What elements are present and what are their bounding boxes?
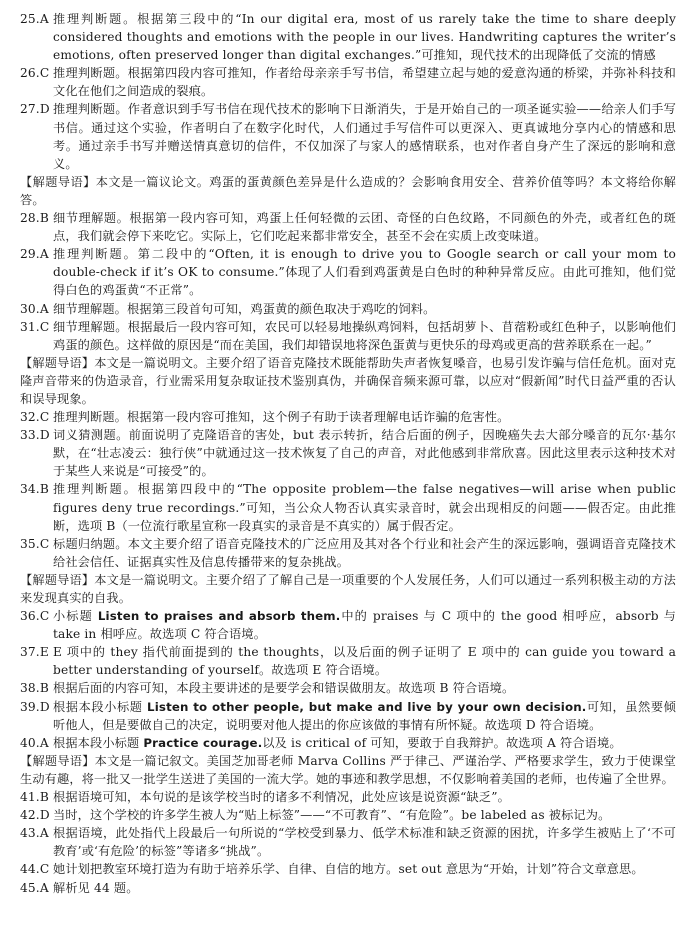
answer-item xyxy=(20,426,676,480)
subheading-quote: Listen to other people, but make and live by your own decision. xyxy=(147,699,587,714)
answer-explanation: 当时，这个学校的许多学生被人为“贴上标签”——“不可教育”、“有危险”。be labeled as 被标记为。 xyxy=(53,808,611,823)
answer-explanation: 细节理解题。根据最后一段内容可知，农民可以轻易地操纵鸡饲料，包括胡萝卜、苜蓿粉或红色种子，以影响他们鸡蛋的颜色。这样做的原因是“而在美国，我们却错误地将深色蛋黄与更快乐的母鸡或更高的营养联系在一起。” xyxy=(53,319,676,352)
answer-explanation: 根据本段小标题 Practice courage.以及 is critical of 可知，要敢于自我辩护。故选项 A 符合语境。 xyxy=(53,735,622,750)
answer-item xyxy=(20,860,676,878)
answer-item xyxy=(20,788,676,806)
answer-item xyxy=(20,300,676,318)
answer-item xyxy=(20,879,676,897)
answer-number: 29.A xyxy=(20,247,49,262)
answer-explanation: 推理判断题。根据第四段内容可推知，作者给母亲亲手写书信，希望建立起与她的爱意沟通的桥梁，并弥补科技和文化在他们之间造成的裂痕。 xyxy=(53,66,676,99)
answer-explanation: 推理判断题。根据第一段内容可推知，这个例子有助于读者理解电话诈骗的危害性。 xyxy=(53,410,510,425)
answer-item xyxy=(20,643,676,679)
answer-number: 35.C xyxy=(20,536,50,551)
answer-item xyxy=(20,245,676,299)
answer-explanation: 细节理解题。根据第一段内容可知，鸡蛋上任何轻微的云团、奇怪的白色纹路，不同颜色的外壳，或者红色的斑点，我们就会停下来吃它。实际上，它们吃起来都非常安全，甚至不会在实质上改变味道。 xyxy=(53,211,676,244)
answer-explanation: 她计划把教室环境打造为有助于培养乐学、自律、自信的地方。set out 意思为“开始，计划”符合文章意思。 xyxy=(53,862,644,877)
answer-explanation: E 项中的 they 指代前面提到的 the thoughts，以及后面的例子证明了 E 项中的 can guide you toward a better understanding of yourself。故选项 E 符合语境。 xyxy=(53,645,676,678)
answer-explanation: 推理判断题。根据第四段中的“The opposite problem—the false negatives—will arise when public figures deny true recordings.”可知，当公众人物否认真实录音时，就会出现相反的问题——假否定。由此推断，选项 B（一位流行歌星宣称一段真实的录音是不真实的）属于假否定。 xyxy=(53,482,676,533)
answer-explanation: 小标题 Listen to praises and absorb them.中的 praises 与 C 项中的 the good 相呼应，absorb 与 take in 相呼应。故选项 C 符合语境。 xyxy=(53,609,676,642)
answer-explanation: 根据语境，此处指代上段最后一句所说的“学校受到暴力、低学术标准和缺乏资源的困扰，许多学生被贴上了‘不可教育’或‘有危险’的标签”等诸多“挑战”。 xyxy=(53,826,676,859)
answer-explanation: 推理判断题。第二段中的“Often, it is enough to drive you to Google search or call your mom to double-check if it’s OK to consume.”体现了人们看到鸡蛋黄是白色时的种种异常反应。由此可推知，他们觉得白色的鸡蛋黄“不正常”。 xyxy=(53,247,676,298)
answer-item xyxy=(20,679,676,697)
answer-explanation: 根据后面的内容可知，本段主要讲述的是要学会和错误做朋友。故选项 B 符合语境。 xyxy=(53,681,515,696)
answer-number: 31.C xyxy=(20,319,50,334)
answer-number: 45.A xyxy=(20,880,49,895)
answer-item xyxy=(20,607,676,643)
answer-number: 37.E xyxy=(20,645,49,660)
answer-item xyxy=(20,318,676,354)
answer-number: 25.A xyxy=(20,12,49,26)
answer-item xyxy=(20,806,676,824)
answer-number: 43.A xyxy=(20,826,49,841)
answer-explanation: 根据本段小标题 Listen to other people, but make and live by your own decision.可知，虽然要倾听他人，但是要做自己的决定，说明要对他人提出的你应该做的事情有所怀疑。故选项 D 符合语境。 xyxy=(53,699,676,732)
guide-paragraph: 【解题导语】本文是一篇记叙文。美国芝加哥老师 Marva Collins 严于律己、严谨治学、严格要求学生，致力于使课堂生动有趣，将一批又一批学生送进了美国的一流大学。她的事迹和教学思想，不仅影响着美国的老师，也传遍了全世界。 xyxy=(20,753,676,786)
answer-number: 32.C xyxy=(20,410,50,425)
answer-explanation: 推理判断题。根据第三段中的“In our digital era, most of us rarely take the time to share deeply considered thoughts and emotions with the people in our lives. Handwriting captures the writer’s emotions, often preserved longer than digital exchanges.”可推知，现代技术的出现降低了交流的情感 xyxy=(53,12,676,63)
answer-explanation: 根据语境可知，本句说的是该学校当时的诸多不利情况，此处应该是说资源“缺乏”。 xyxy=(53,790,510,805)
guide-paragraph: 【解题导语】本文是一篇说明文。主要介绍了了解自己是一项重要的个人发展任务，人们可以通过一系列积极主动的方法来发现真实的自我。 xyxy=(20,572,676,605)
answer-item xyxy=(20,209,676,245)
answer-item xyxy=(20,100,676,172)
answer-explanation: 解析见 44 题。 xyxy=(53,880,139,895)
answer-number: 41.B xyxy=(20,790,49,805)
answer-item xyxy=(20,824,676,860)
subheading-quote: Listen to praises and absorb them. xyxy=(97,609,341,624)
answer-number: 33.D xyxy=(20,428,50,443)
answer-item xyxy=(20,535,676,571)
answer-number: 27.D xyxy=(20,102,50,117)
answer-number: 36.C xyxy=(20,609,50,624)
answer-number: 42.D xyxy=(20,808,50,823)
answer-item xyxy=(20,734,676,752)
answer-number: 34.B xyxy=(20,482,49,497)
answer-item xyxy=(20,408,676,426)
answer-explanation: 细节理解题。根据第三段首句可知，鸡蛋黄的颜色取决于鸡吃的饲料。 xyxy=(53,301,436,316)
answer-item xyxy=(20,698,676,734)
answer-number: 26.C xyxy=(20,66,50,81)
guide-paragraph: 【解题导语】本文是一篇说明文。主要介绍了语音克隆技术既能帮助失声者恢复嗓音，也易引发诈骗与信任危机。面对克隆声音带来的伪造录音，行业需采用复杂取证技术鉴别真伪，并确保音频来源可靠，以应对“假新闻”时代日益严重的否认和误导现象。 xyxy=(20,355,676,406)
answer-number: 30.A xyxy=(20,301,49,316)
answer-number: 38.B xyxy=(20,681,49,696)
answer-item xyxy=(20,480,676,534)
answer-number: 44.C xyxy=(20,862,50,877)
answer-number: 39.D xyxy=(20,699,50,714)
answer-explanation: 标题归纳题。本文主要介绍了语音克隆技术的广泛应用及其对各个行业和社会产生的深远影响，强调语音克隆技术给社会信任、证据真实性及信息传播带来的复杂挑战。 xyxy=(53,536,676,569)
answer-item xyxy=(20,64,676,100)
answer-explanation: 推理判断题。作者意识到手写书信在现代技术的影响下日渐消失，于是开始自己的一项圣诞实验——给亲人们手写书信。通过这个实验，作者明白了在数字化时代，人们通过手写信件可以更深入、更真诚地分享内心的情感和思考。通过亲手书写并赠送情真意切的信件，不仅加深了与家人的感情联系，也对作者自身产生了深远的影响和意义。 xyxy=(53,102,676,171)
guide-paragraph: 【解题导语】本文是一篇议论文。鸡蛋的蛋黄颜色差异是什么造成的？会影响食用安全、营养价值等吗？本文将给你解答。 xyxy=(20,174,676,207)
answer-number: 28.B xyxy=(20,211,49,226)
answer-item xyxy=(20,10,676,64)
answer-number: 40.A xyxy=(20,735,49,750)
answer-explanation: 词义猜测题。前面说明了克隆语音的害处，but 表示转折，结合后面的例子，因晚癌失去大部分嗓音的瓦尔·基尔默，在“壮志凌云：独行侠”中就通过这一技术恢复了自己的声音，对此他感到非常欣喜。因此这里表示这种技术对于某些人来说是“可接受”的。 xyxy=(53,428,676,479)
subheading-quote: Practice courage. xyxy=(143,735,263,750)
